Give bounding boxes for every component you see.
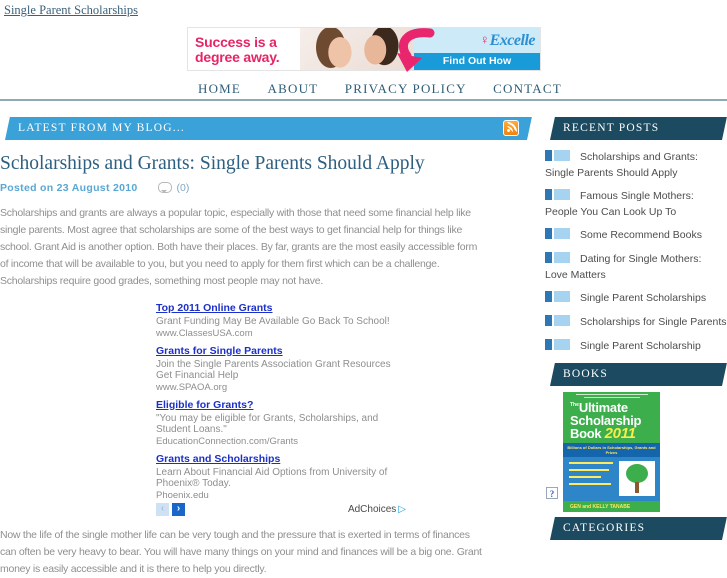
nav-about[interactable]: ABOUT	[267, 81, 319, 96]
adchoices-icon: ▷	[398, 503, 406, 515]
tree-canopy-icon	[626, 464, 648, 483]
post-bullet-icon	[545, 228, 570, 244]
recent-post-label: Scholarships for Single Parents	[580, 316, 727, 328]
paragraph-line: Scholarships require good grades, something most people may not have.	[0, 275, 324, 287]
recent-post-link[interactable]	[545, 228, 727, 244]
site-title-link[interactable]: Single Parent Scholarships	[4, 3, 139, 17]
ad-footer	[156, 503, 406, 516]
book-title-line1: Ultimate	[578, 400, 628, 415]
main-nav	[187, 80, 562, 98]
recent-post-label: Scholarships and Grants: Single Parents Should Apply	[545, 151, 698, 179]
book-title-pre: The	[570, 402, 579, 408]
book-title-line3	[570, 427, 660, 440]
comment-bubble-icon	[158, 182, 172, 193]
books-header	[550, 363, 727, 386]
post-bullet-icon	[545, 291, 570, 307]
post-date: Posted on 23 August 2010	[0, 181, 138, 194]
paragraph-line: single parents. Most agree that scholarships are some of the best ways to get financial help for things like	[0, 224, 463, 236]
recent-post-link[interactable]	[545, 189, 727, 220]
recent-post-link[interactable]	[545, 252, 727, 283]
book-bullet	[569, 483, 611, 485]
comment-count-link[interactable]: (0)	[176, 181, 190, 194]
ad-url: www.ClassesUSA.com	[156, 327, 253, 339]
banner-headline	[188, 28, 300, 70]
ad-url: www.SPAOA.org	[156, 381, 228, 393]
adchoices-link[interactable]	[348, 504, 406, 515]
ad-link[interactable]: Eligible for Grants?	[156, 398, 254, 411]
pink-arrow-icon	[394, 28, 436, 77]
banner-brand-panel	[414, 28, 540, 70]
ad-item	[156, 449, 406, 501]
post-meta	[0, 181, 533, 194]
paragraph-line: of income that will be available to you, but you need to apply for them first which can be a challenge.	[0, 258, 440, 270]
post-bullet-icon	[545, 315, 570, 331]
books-title: BOOKS	[563, 368, 608, 380]
ad-link[interactable]: Grants for Single Parents	[156, 344, 283, 357]
paragraph-line: money is easily accessible and it is there to help you directly.	[0, 562, 267, 575]
female-symbol-icon: ♀	[479, 32, 490, 47]
nav-contact[interactable]: CONTACT	[493, 81, 562, 96]
book-quote-line	[576, 394, 648, 395]
ad-carousel-arrows	[156, 503, 185, 516]
article-title[interactable]: Scholarships and Grants: Single Parents Should Apply	[0, 153, 425, 174]
banner-headline-line2: degree away.	[195, 49, 280, 65]
categories-header	[550, 517, 727, 540]
book-cover-image[interactable]	[563, 392, 660, 512]
ad-description: Grant Funding May Be Available Go Back To School!	[156, 316, 390, 327]
recent-post-label: Single Parent Scholarships	[580, 292, 707, 304]
recent-posts-title: RECENT POSTS	[563, 122, 660, 134]
image-placeholder-icon: ?	[546, 487, 558, 499]
paragraph-line: Now the life of the single mother life can be very tough and the pressure that is exerted in terms of finances	[0, 528, 470, 541]
book-lower-panel	[563, 457, 660, 501]
nav-home[interactable]: HOME	[198, 81, 242, 96]
sidebar	[545, 112, 727, 540]
recent-post-label: Dating for Single Mothers: Love Matters	[545, 253, 702, 281]
rss-icon[interactable]	[503, 120, 519, 136]
banner-headline-line1: Success is a	[195, 34, 277, 50]
blog-bar	[5, 117, 532, 140]
ad-next-button[interactable]: ›	[172, 503, 185, 516]
main-column	[0, 112, 533, 578]
book-banner-text: Billions of Dollars in Scholarships, Grants and Prizes	[563, 443, 660, 457]
ad-link[interactable]: Top 2011 Online Grants	[156, 302, 273, 314]
recent-post-link[interactable]	[545, 150, 727, 181]
ad-url: Phoenix.edu	[156, 489, 209, 501]
header-divider	[0, 99, 727, 101]
book-quote-line	[584, 397, 640, 398]
brand-name: Excelle	[489, 32, 535, 49]
find-out-how-button[interactable]: Find Out How	[414, 53, 540, 70]
recent-posts-list	[545, 150, 727, 355]
header-banner-ad[interactable]	[187, 27, 541, 71]
recent-post-link[interactable]	[545, 339, 727, 355]
blog-bar-label: LATEST FROM MY BLOG...	[18, 122, 185, 134]
book-tree-illustration	[619, 461, 655, 496]
book-author: GEN and KELLY TANABE	[570, 504, 631, 510]
recent-post-label: Some Recommend Books	[580, 229, 702, 241]
post-bullet-icon	[545, 150, 570, 166]
ad-prev-button[interactable]: ‹	[156, 503, 169, 516]
ad-url: EducationConnection.com/Grants	[156, 435, 299, 447]
post-bullet-icon	[545, 189, 570, 205]
brand-logo	[480, 32, 535, 50]
ad-description: Learn About Financial Aid Options from University of Phoenix® Today.	[156, 466, 388, 489]
book-title-word: Book	[570, 426, 602, 441]
book-bullet	[569, 476, 601, 478]
recent-post-label: Famous Single Mothers: People You Can Look Up To	[545, 190, 694, 218]
nav-privacy-policy[interactable]: PRIVACY POLICY	[344, 81, 467, 96]
tree-trunk-icon	[635, 482, 639, 493]
post-bullet-icon	[545, 339, 570, 355]
ad-item	[156, 298, 406, 339]
post-bullet-icon	[545, 252, 570, 268]
book-widget	[549, 392, 660, 512]
paragraph-line: can often be very heavy to bear. You will have many things on your mind and finances will be a big one. Grant	[0, 545, 482, 558]
ad-item	[156, 395, 406, 447]
recent-post-label: Single Parent Scholarship	[580, 340, 701, 352]
recent-post-link[interactable]	[545, 291, 727, 307]
recent-post-link[interactable]	[545, 315, 727, 331]
article-paragraph-2	[0, 527, 533, 578]
book-bullet	[569, 462, 613, 464]
book-year: 2011	[604, 425, 636, 442]
recent-posts-header	[550, 117, 727, 140]
categories-title: CATEGORIES	[563, 522, 646, 534]
article-paragraph-1	[0, 205, 533, 290]
adsense-block	[156, 298, 406, 516]
ad-description: "You may be eligible for Grants, Scholarships, and Student Loans."	[156, 412, 379, 435]
book-title	[563, 401, 660, 440]
ad-description: Join the Single Parents Association Grant Resources Get Financial Help	[156, 358, 391, 381]
paragraph-line: school. Grant Aid is another option. Both have their places. By far, grants are the most easily accessible form	[0, 241, 478, 253]
adchoices-label: AdChoices	[347, 503, 397, 515]
book-title-line2: Scholarship	[570, 413, 642, 428]
ad-item	[156, 341, 406, 393]
paragraph-line: Scholarships and grants are always a popular topic, especially with those that need some financial help like	[0, 207, 471, 219]
book-bullet	[569, 469, 609, 471]
ad-link[interactable]: Grants and Scholarships	[156, 452, 281, 465]
